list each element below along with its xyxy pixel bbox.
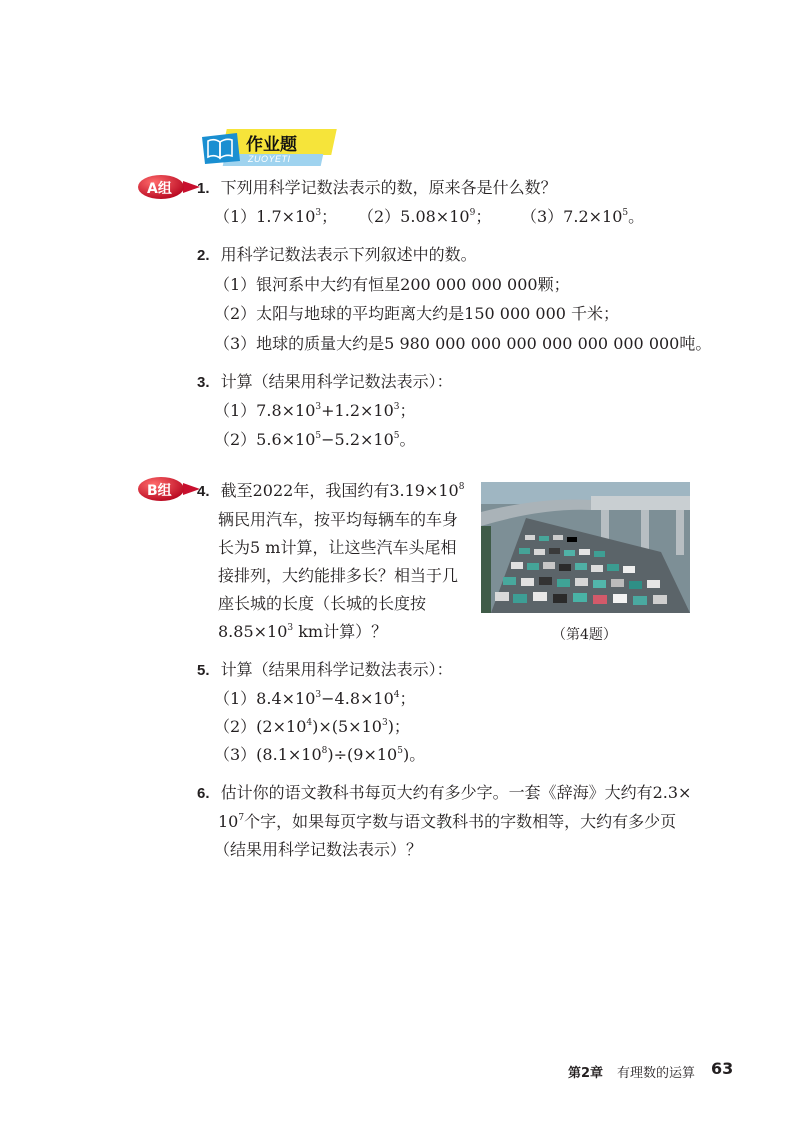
q1-item-3: $(3)7.2\times 10^5$。 — [521, 207, 645, 226]
traffic-jam-photo — [481, 482, 690, 613]
question-number: 1. — [197, 180, 210, 197]
header-pinyin: ZUOYETI — [248, 154, 291, 164]
page-number: 63 — [711, 1059, 734, 1078]
question-number: 2. — [197, 247, 210, 264]
question-text: 计算（结果用科学记数法表示）： — [220, 660, 453, 679]
question-text: 用科学记数法表示下列叙述中的数。 — [220, 245, 477, 264]
q2-item-3: （3）地球的质量大约是5 980 000 000 000 000 000 000 000吨。 — [214, 334, 712, 353]
question-2 — [197, 245, 477, 266]
footer-chapter: 第2章 — [568, 1066, 604, 1081]
question-6-line-1: 6. 估计你的语文教科书每页大约有多少字。一套《辞海》大约有2.3× — [197, 783, 692, 802]
q2-item-1: （1）银河系中大约有恒星200 000 000 000颗； — [214, 275, 570, 294]
q5-item-2: $(2)(2\times 10^4)\times(5\times 10^3)$； — [214, 717, 410, 736]
group-b-label: B组 — [147, 483, 172, 499]
question-number: 3. — [197, 374, 210, 391]
question-4-line-5: 座长城的长度（长城的长度按 — [218, 594, 427, 613]
q1-item-1: $(1)1.7\times 10^3$； — [214, 207, 338, 226]
q5-item-3: $(3)(8.1\times 10^8)\div(9\times 10^5)$。 — [214, 745, 426, 764]
footer-title: 有理数的运算 — [617, 1066, 696, 1081]
q3-item-2: $(2)5.6\times 10^5-5.2\times 10^5$。 — [214, 430, 416, 449]
book-icon — [199, 127, 241, 165]
photo-caption: （第4题） — [552, 627, 617, 643]
question-4-line-1: 4. 截至2022年，我国约有$3.19\times 10^8$ — [197, 481, 465, 500]
question-4-line-2: 辆民用汽车，按平均每辆车的车身 — [218, 510, 459, 529]
question-number: 6. — [197, 785, 210, 802]
question-number: 5. — [197, 662, 210, 679]
question-text: 下列用科学记数法表示的数，原来各是什么数？ — [220, 178, 557, 197]
question-4-line-6: $8.85\times 10^3$ km计算）？ — [218, 622, 388, 641]
question-5 — [197, 660, 453, 681]
q3-item-1: $(1)7.8\times 10^3+1.2\times 10^3$； — [214, 401, 416, 420]
question-1 — [197, 178, 557, 199]
question-text: 计算（结果用科学记数法表示）： — [220, 372, 453, 391]
question-3 — [197, 372, 453, 393]
q1-item-2: $(2)5.08\times 10^9$； — [358, 207, 492, 226]
header-title: 作业题 — [246, 135, 297, 155]
question-number: 4. — [197, 483, 210, 500]
question-6-line-3: （结果用科学记数法表示）？ — [214, 840, 423, 859]
q5-item-1: $(1)8.4\times 10^3-4.8\times 10^4$； — [214, 689, 416, 708]
q2-item-2: （2）太阳与地球的平均距离大约是150 000 000 千米； — [214, 304, 620, 323]
question-4-line-3: 长为5 m计算，让这些汽车头尾相 — [218, 538, 457, 557]
question-4-line-4: 接排列，大约能排多长？相当于几 — [218, 566, 459, 585]
group-a-label: A组 — [147, 181, 172, 197]
question-6-line-2: $10^7$个字，如果每页字数与语文教科书的字数相等，大约有多少页 — [218, 812, 677, 831]
